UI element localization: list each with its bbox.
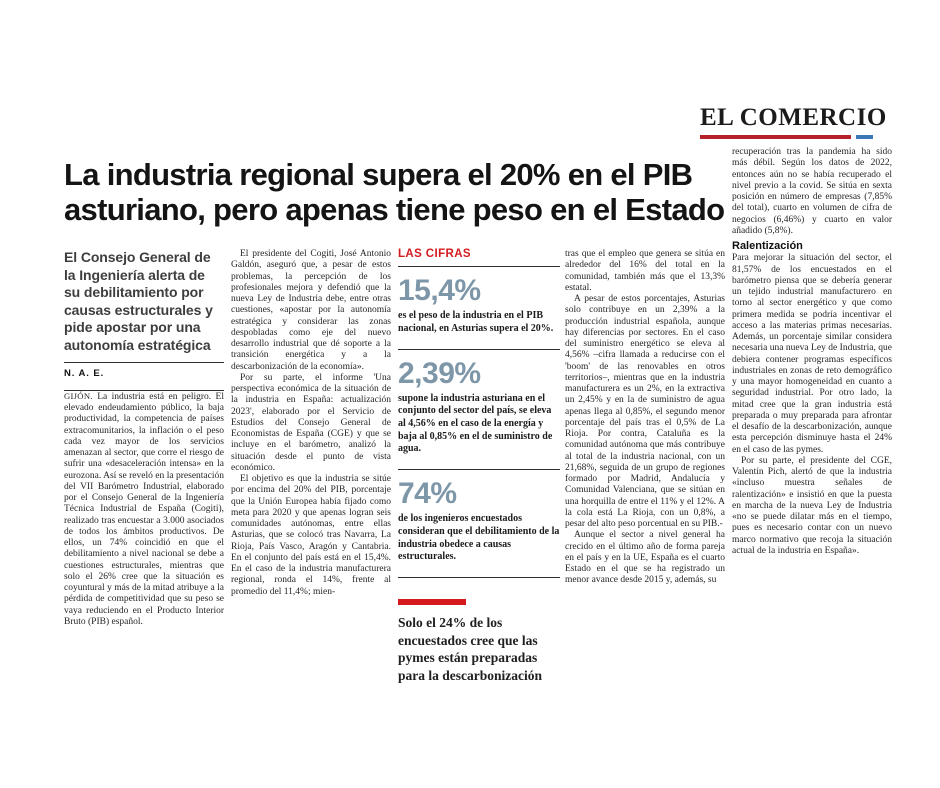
masthead-rule [700, 135, 878, 139]
key-figures-box [398, 249, 560, 684]
callout-red-bar [398, 599, 466, 605]
rule [398, 349, 560, 350]
rule [398, 266, 560, 267]
callout-text: Solo el 24% de los encuestados cree que las pymes están preparadas para la descarbonización [398, 614, 542, 683]
figure-item [398, 358, 560, 464]
paragraph: Aunque el sector a nivel general ha crecido en el último año de forma pareja en el país y en la UE, España es el cuarto Estado en el que se ha registrado un menor avance desde 2015 y, además, su [565, 530, 725, 586]
dateline: GIJÓN. [64, 390, 93, 401]
key-figures-label: LAS CIFRAS [398, 248, 471, 260]
masthead-title: EL COMERCIO [700, 104, 887, 131]
headline-line1: La industria regional supera el 20% en el PIB [64, 157, 693, 192]
figure-caption: de los ingenieros encuestados consideran que el debilitamiento de la industria obedece a causas estructurales. [398, 513, 560, 563]
masthead-rule-blue [856, 135, 873, 139]
headline [64, 157, 739, 227]
column-1 [64, 249, 224, 628]
paragraph: Por su parte, el presidente del CGE, Valentín Pich, alertó de que la industria «incluso muestra señales de ralentización» e insistió en que la puesta en marcha de la nueva Ley de Industria «no se puede dilatar más en el tiempo, pues es necesario contar con un nuevo marco normativo que recoja la situación actual de la industria en España». [732, 455, 892, 556]
newspaper-logo [700, 104, 887, 139]
paragraph: El objetivo es que la industria se sitúe por encima del 20% del PIB, porcentaje que la Unión Europea había fijado como meta para 2020 y que apenas logran seis comunidades autónomas, entre ellas Asturias, que se colocó tras Navarra, La Rioja, País Vasco, Aragón y Cantabria. En el conjunto del país está en el 15,4%. En el caso de la industria manufacturera regional, ronda el 14%, frente al promedio del 11,4%; mien- [231, 474, 391, 597]
section-subhead: Ralentización [732, 240, 803, 252]
rule [398, 469, 560, 470]
paragraph: recuperación tras la pandemia ha sido más débil. Según los datos de 2022, entonces aún no se había recuperado el nivel previo a la covid. Se sitúa en sexta posición en número de empresas (7,85% del total), cuarto en volumen de cifra de negocios (6,46%) y cuarto en valor añadido (5,8%). [732, 147, 892, 236]
figure-caption: es el peso de la industria en el PIB nacional, en Asturias supera el 20%. [398, 310, 554, 334]
figure-caption: supone la industria asturiana en el conjunto del sector del país, se eleva al 4,56% en el caso de la energía y baja al 0,85% en el de suministro de agua. [398, 392, 553, 455]
paragraph: A pesar de estos porcentajes, Asturias solo contribuye en un 2,39% a la producción industrial española, aunque hay diferencias por sectores. En el caso del suministro energético se eleva al 4,56% –cifra llamada a reducirse con el 'boom' de las renovables en otros territorios–, mientras que en la industria manufacturera es un 2%, en la extractiva un 2,45% y en la de suministro de agua apenas llega al 0,85%, el segundo menor porcentaje del país tras el 0,5% de La Rioja. Por contra, Cataluña es la comunidad autónoma que más contribuye al total de la industria nacional, con un 21,68%, seguida de un grupo de regiones formado por Madrid, Andalucía y Comunidad Valenciana, que se sitúan en una horquilla de entre el 11% y el 12%. A la cola está La Rioja, con un 0,8%, a pesar del alto peso porcentual en su PIB.- [565, 294, 725, 529]
figure-value: 2,39% [398, 356, 481, 390]
paragraph-text: La industria está en peligro. El elevado endeudamiento público, la baja productividad, la competencia de países extracomunitarios, la inflación o el peso cada vez mayor de los servicios amenazan al sector, que corre el riesgo de sufrir una «desaceleración intensa» en la eurozona. Así se reveló en la presentación del VII Barómetro Industrial, elaborado por el Consejo General de la Ingeniería Técnica Industrial de España (Cogiti), realizado tras encuestar a 3.000 asociados de todos los ámbitos productivos. De ellos, un 74% coincidió en que el debilitamiento a nivel nacional se debe a cuestiones estructurales, mientras que solo el 26% cree que la situación es coyuntural y más de la mitad atribuye a la pérdida de competitividad que su peso se vaya reduciendo en el Producto Interior Bruto (PIB) español. [64, 391, 224, 627]
paragraph: Por su parte, el informe 'Una perspectiva económica de la situación de la industria en España: actualización 2023', elaborado por el Servicio de Estudios del Consejo General de Economistas de España (CGE) y que se incluye en el barómetro, analizó la situación desde el punto de vista económico. [231, 372, 391, 473]
byline: N. A. E. [64, 367, 105, 379]
paragraph: tras que el empleo que genera se sitúa en alrededor del 16% del total en la comunidad, también más que el 13,3% estatal. [565, 249, 725, 293]
paragraph: Para mejorar la situación del sector, el 81,57% de los encuestados en el barómetro piensa que se debería generar un tejido industrial manufacturero en torno al sector energético y que como primera medida se podría incentivar el acceso a las materias primas necesarias. Además, un porcentaje similar considera necesaria una nueva Ley de Industria, que debiera contener programas específicos industriales en zonas de reto demográfico y una mayor homogeneidad en cuanto a seguridad industrial. Por otro lado, la mitad cree que la gran industria está preparada o muy preparada para afrontar el desafío de la descarbonización, aunque esta percepción disminuye hasta el 24% en el caso de las pymes. [732, 253, 892, 455]
figure-item [398, 478, 560, 571]
figure-value: 74% [398, 477, 457, 511]
headline-line2: asturiano, pero apenas tiene peso en el Estado [64, 192, 725, 227]
paragraph: El presidente del Cogiti, José Antonio Galdón, aseguró que, a pesar de estos problemas, la percepción de los profesionales mejora y defendió que la nueva Ley de Industria debe, entre otras cuestiones, «apostar por la autonomía estratégica y considerar las zonas despobladas como eje del nuevo desarrollo industrial que dé soporte a la transición energética y a la descarbonización de la economía». [231, 249, 391, 372]
masthead-rule-red [700, 135, 851, 139]
column-4 [565, 249, 725, 587]
column-5 [732, 147, 892, 557]
column-2 [231, 249, 391, 598]
figure-item [398, 275, 560, 342]
figure-value: 15,4% [398, 274, 481, 308]
article-deck: El Consejo General de la Ingeniería alerta de su debilitamiento por causas estructurales y pide apostar por una autonomía estratégica [64, 249, 213, 353]
rule [398, 577, 560, 578]
paragraph [64, 391, 224, 628]
